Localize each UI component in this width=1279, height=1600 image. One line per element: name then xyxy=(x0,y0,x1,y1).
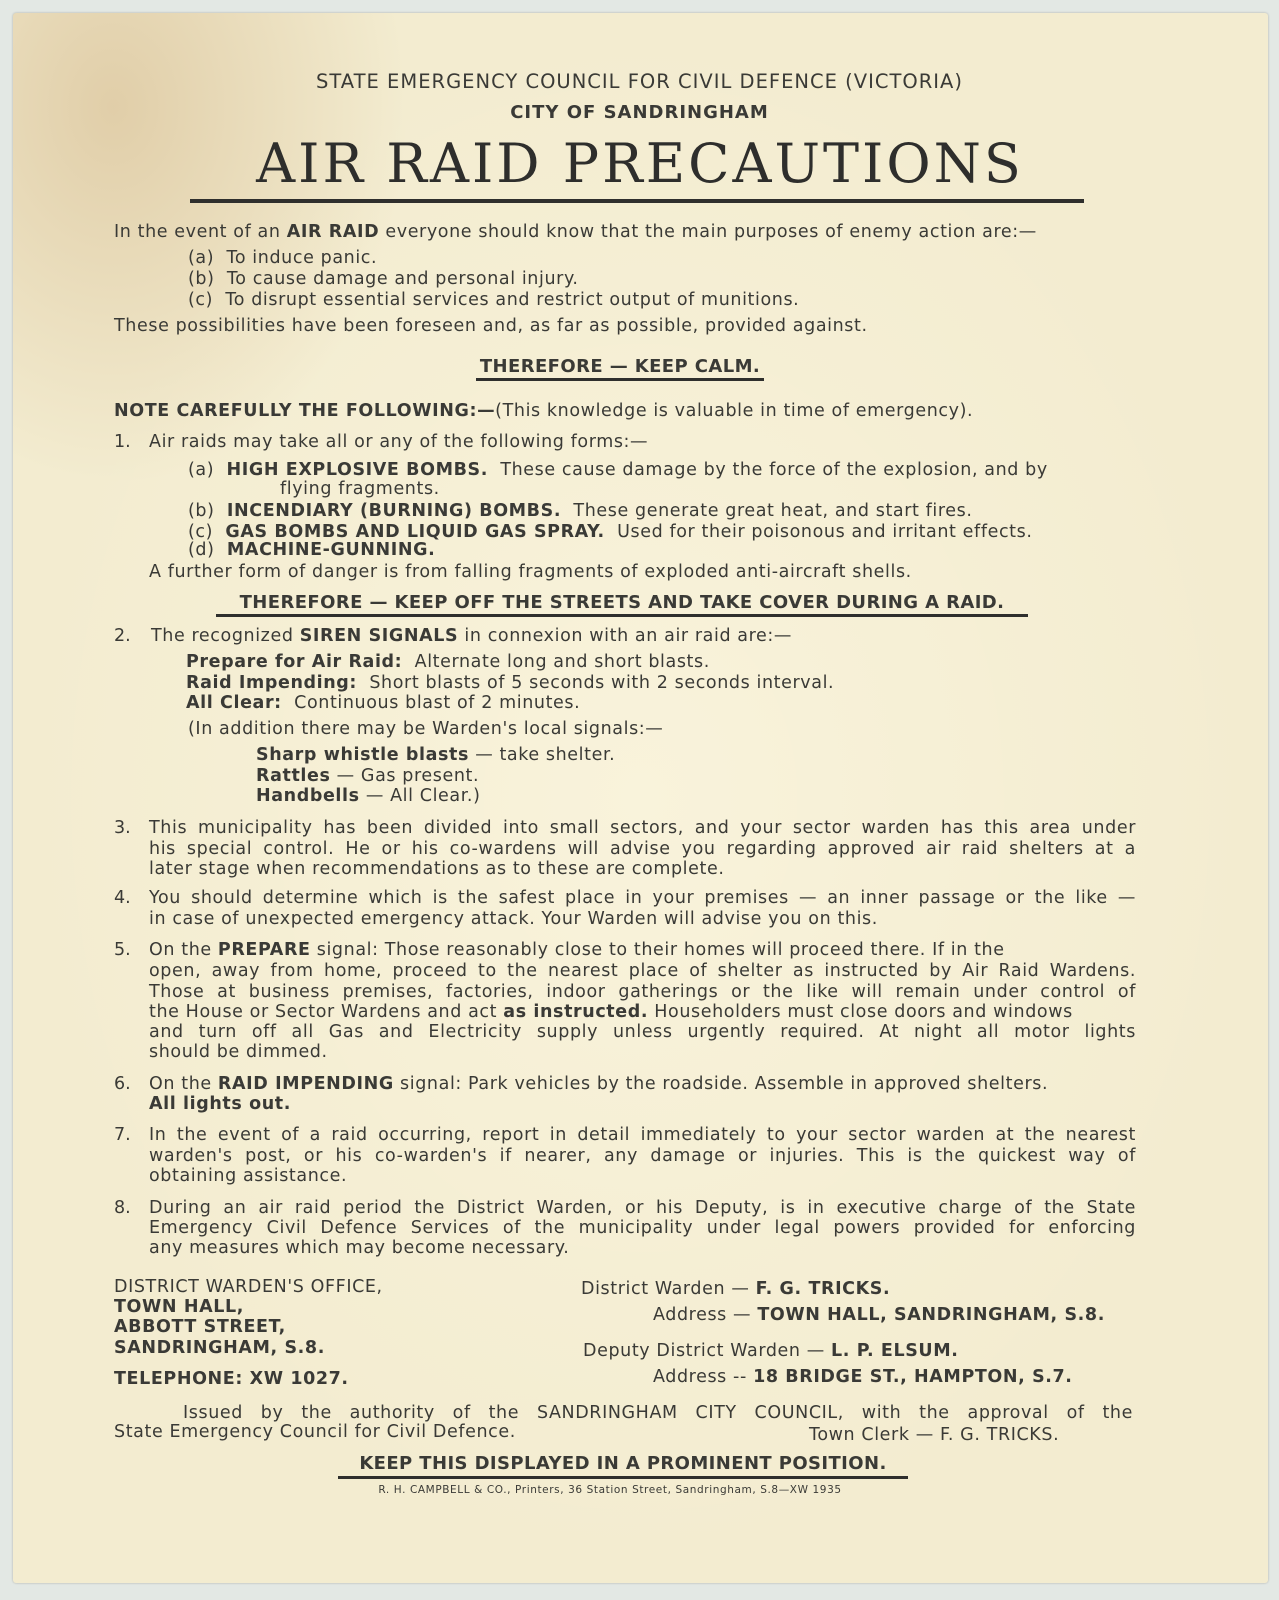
form-c xyxy=(188,522,1033,542)
district-warden-name: F. G. TRICKS. xyxy=(755,1279,891,1299)
city-heading: CITY OF SANDRINGHAM xyxy=(510,102,769,123)
signal-name: Raid Impending: xyxy=(186,673,358,693)
display-notice-underline xyxy=(338,1476,908,1479)
form-text: These generate great heat, and start fires. xyxy=(573,501,973,521)
signal-desc: Alternate long and short blasts. xyxy=(414,652,710,672)
address-label: Address -- xyxy=(653,1367,747,1387)
item-number: 7. xyxy=(114,1125,131,1145)
local-signals-intro: (In addition there may be Warden's local signals:— xyxy=(188,719,664,739)
item-5-line xyxy=(149,1002,1136,1022)
item-4-line: in case of unexpected emergency attack. Your Warden will advise you on this. xyxy=(149,909,878,929)
display-notice: KEEP THIS DISPLAYED IN A PROMINENT POSITION. xyxy=(359,1453,887,1474)
local-signal xyxy=(256,745,615,765)
form-label: (a) xyxy=(188,460,215,480)
deputy-warden-name: L. P. ELSUM. xyxy=(831,1341,959,1361)
item-2-post: in connexion with an air raid are:— xyxy=(458,626,793,646)
item-number: 6. xyxy=(114,1074,131,1094)
item-8-line: During an air raid period the District Warden, or his Deputy, is in executive charge of the State xyxy=(149,1198,1136,1218)
form-bold: GAS BOMBS AND LIQUID GAS SPRAY. xyxy=(225,522,605,542)
note-bold: NOTE CAREFULLY THE FOLLOWING:— xyxy=(114,401,496,421)
office-address-line: TOWN HALL, xyxy=(114,1297,244,1317)
item-5-post: signal: Those reasonably close to their homes will proceed there. If in the xyxy=(310,940,1005,960)
office-address-line: SANDRINGHAM, S.8. xyxy=(114,1338,325,1358)
note-text: (This knowledge is valuable in time of emergency). xyxy=(495,401,974,421)
item-number: 8. xyxy=(114,1198,131,1218)
form-label: (b) xyxy=(188,501,215,521)
title-underline xyxy=(190,199,1084,203)
local-signal-name: Sharp whistle blasts xyxy=(256,745,470,765)
item-5-l4-bold: as instructed. xyxy=(503,1002,649,1022)
council-heading: STATE EMERGENCY COUNCIL FOR CIVIL DEFENCE (VICTORIA) xyxy=(316,70,963,93)
purpose-item xyxy=(188,269,579,289)
office-address-line: ABBOTT STREET, xyxy=(114,1317,286,1337)
signal-name: All Clear: xyxy=(186,693,282,713)
item-2-pre: The recognized xyxy=(151,626,300,646)
form-label: (c) xyxy=(188,522,214,542)
issued-line: Issued by the authority of the SANDRINGHAM CITY COUNCIL, with the approval of the xyxy=(183,1403,1133,1423)
local-signal-desc: — Gas present. xyxy=(336,766,480,786)
item-5-line xyxy=(149,940,1136,960)
form-bold: HIGH EXPLOSIVE BOMBS. xyxy=(226,460,488,480)
local-signal xyxy=(256,766,479,786)
signal-desc: Continuous blast of 2 minutes. xyxy=(294,693,581,713)
item-number: 2. xyxy=(114,626,131,646)
item-3-line: This municipality has been divided into small sectors, and your sector warden has this area under xyxy=(149,818,1136,838)
item-5-line: should be dimmed. xyxy=(149,1042,328,1062)
district-warden xyxy=(581,1279,890,1299)
item-5-l4-pre: the House or Sector Wardens and act xyxy=(149,1002,504,1022)
purpose-label: (a) xyxy=(188,248,215,268)
siren-signal xyxy=(186,673,834,693)
local-signal-name: Handbells xyxy=(256,786,360,806)
item-number: 3. xyxy=(114,818,131,838)
item-5-line: Those at business premises, factories, indoor gatherings or the like will remain under control of xyxy=(149,982,1136,1002)
form-bold: MACHINE-GUNNING. xyxy=(226,540,436,560)
purpose-text: To cause damage and personal injury. xyxy=(226,269,579,289)
form-bold: INCENDIARY (BURNING) BOMBS. xyxy=(226,501,562,521)
siren-signal xyxy=(186,652,710,672)
intro-lead-post: everyone should know that the main purposes of enemy action are:— xyxy=(379,222,1037,242)
item-5-bold: PREPARE xyxy=(217,940,311,960)
purpose-item xyxy=(188,290,799,310)
district-warden-label: District Warden — xyxy=(581,1279,750,1299)
purpose-item xyxy=(188,248,377,268)
item-number: 1. xyxy=(114,432,131,452)
address-value: 18 BRIDGE ST., HAMPTON, S.7. xyxy=(753,1367,1073,1387)
item-3-line: his special control. He or his co-wardens will advise you regarding approved air raid shelters at a xyxy=(149,839,1136,859)
keep-calm-heading: THEREFORE — KEEP CALM. xyxy=(479,356,761,377)
signal-desc: Short blasts of 5 seconds with 2 seconds interval. xyxy=(369,673,835,693)
item-number: 5. xyxy=(114,940,131,960)
address-value: TOWN HALL, SANDRINGHAM, S.8. xyxy=(757,1305,1105,1325)
local-signal xyxy=(256,786,481,806)
item-6-line: All lights out. xyxy=(149,1094,291,1114)
item-6-post: signal: Park vehicles by the roadside. Assemble in approved shelters. xyxy=(393,1074,1049,1094)
form-a-continuation: flying fragments. xyxy=(280,479,440,499)
item-1-text: Air raids may take all or any of the following forms:— xyxy=(149,432,649,452)
deputy-warden xyxy=(583,1341,958,1361)
town-clerk: Town Clerk — F. G. TRICKS. xyxy=(809,1425,1060,1445)
item-number: 4. xyxy=(114,888,131,908)
printer-credit: R. H. CAMPBELL & CO., Printers, 36 Station Street, Sandringham, S.8—XW 1935 xyxy=(378,1484,842,1496)
purpose-label: (b) xyxy=(188,269,215,289)
form-text: Used for their poisonous and irritant effects. xyxy=(617,522,1033,542)
item-2-bold: SIREN SIGNALS xyxy=(299,626,459,646)
form-b xyxy=(188,501,973,521)
issued-line: State Emergency Council for Civil Defence. xyxy=(114,1422,516,1442)
further-danger: A further form of danger is from falling fragments of exploded anti-aircraft shells. xyxy=(149,562,912,582)
item-7-line: obtaining assistance. xyxy=(149,1166,348,1186)
form-d xyxy=(188,540,435,560)
form-text: These cause damage by the force of the explosion, and by xyxy=(500,460,1048,480)
signal-name: Prepare for Air Raid: xyxy=(186,652,403,672)
intro-lead xyxy=(114,222,1137,242)
item-8-line: any measures which may become necessary. xyxy=(149,1238,570,1258)
purpose-text: To induce panic. xyxy=(226,248,378,268)
item-6-pre: On the xyxy=(149,1074,218,1094)
item-7-line: warden's post, or his co-warden's if nearer, any damage or injuries. This is the quickest way of xyxy=(149,1146,1136,1166)
form-label: (d) xyxy=(188,540,215,560)
form-a xyxy=(188,460,1136,480)
item-6-bold: RAID IMPENDING xyxy=(217,1074,394,1094)
item-5-line: and turn off all Gas and Electricity supply unless urgently required. At night all motor lights xyxy=(149,1022,1136,1042)
address-label: Address — xyxy=(653,1305,752,1325)
item-5-line: open, away from home, proceed to the nearest place of shelter as instructed by Air Raid Wardens. xyxy=(149,961,1136,981)
item-3-line: later stage when recommendations as to these are complete. xyxy=(149,859,725,879)
item-8-line: Emergency Civil Defence Services of the municipality under legal powers provided for enforcing xyxy=(149,1218,1136,1238)
note-line xyxy=(114,401,973,421)
item-5-l4-post: Householders must close doors and windows xyxy=(648,1002,1073,1022)
item-7-line: In the event of a raid occurring, report in detail immediately to your sector warden at the nearest xyxy=(149,1125,1136,1145)
office-heading: DISTRICT WARDEN'S OFFICE, xyxy=(114,1277,383,1297)
intro-closing: These possibilities have been foreseen and, as far as possible, provided against. xyxy=(114,316,868,336)
intro-lead-pre: In the event of an xyxy=(114,222,287,242)
deputy-warden-label: Deputy District Warden — xyxy=(583,1341,825,1361)
item-4-line: You should determine which is the safest place in your premises — an inner passage or the like — xyxy=(149,888,1136,908)
item-6-line xyxy=(149,1074,1048,1094)
item-2-text xyxy=(151,626,792,646)
purpose-label: (c) xyxy=(188,290,214,310)
take-cover-underline xyxy=(216,614,1028,617)
local-signal-name: Rattles xyxy=(256,766,331,786)
deputy-warden-address xyxy=(653,1367,1073,1387)
take-cover-heading: THEREFORE — KEEP OFF THE STREETS AND TAKE COVER DURING A RAID. xyxy=(239,592,1005,613)
local-signal-desc: — All Clear.) xyxy=(365,786,481,806)
intro-lead-bold: AIR RAID xyxy=(286,222,380,242)
office-telephone: TELEPHONE: XW 1027. xyxy=(114,1369,349,1389)
purpose-text: To disrupt essential services and restrict output of munitions. xyxy=(225,290,800,310)
keep-calm-underline xyxy=(476,378,764,381)
local-signal-desc: — take shelter. xyxy=(475,745,616,765)
poster-title: AIR RAID PRECAUTIONS xyxy=(256,132,1024,195)
siren-signal xyxy=(186,693,580,713)
item-5-pre: On the xyxy=(149,940,218,960)
district-warden-address xyxy=(653,1305,1105,1325)
